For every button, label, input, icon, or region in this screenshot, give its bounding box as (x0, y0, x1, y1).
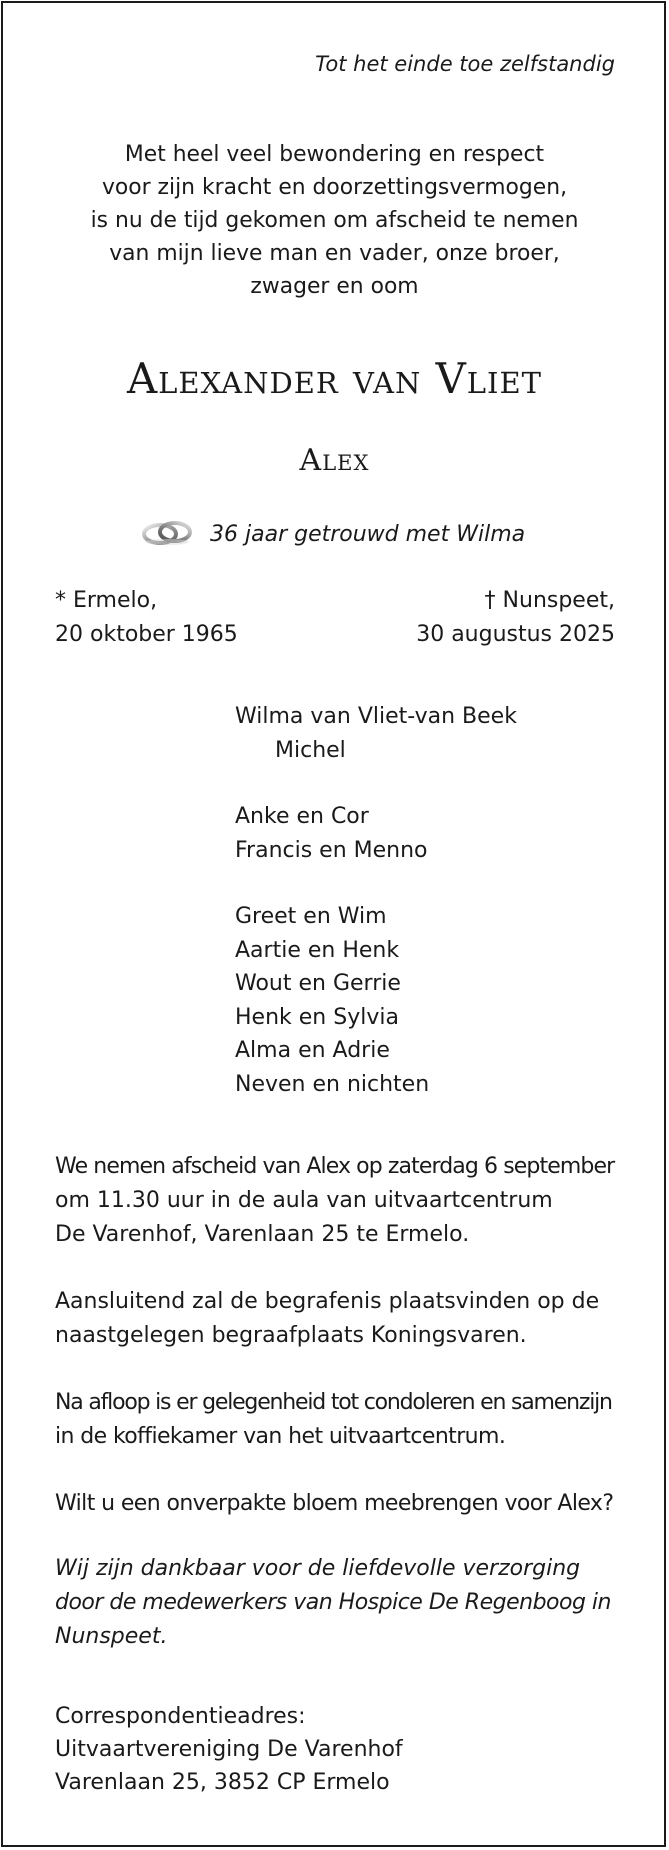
family-member: Anke en Cor (235, 804, 369, 829)
death-date: 30 augustus 2025 (416, 622, 615, 647)
condolence-paragraph (55, 1386, 614, 1454)
family-member: Henk en Sylvia (235, 1004, 399, 1030)
flower-request (55, 1487, 614, 1521)
paragraph-line: We nemen afscheid van Alex op zaterdag 6 september (55, 1154, 615, 1179)
burial-paragraph (55, 1285, 614, 1353)
intro-line: Met heel veel bewondering en respect (124, 142, 545, 167)
motto: Tot het einde toe zelfstandig (315, 52, 615, 76)
family-member: Neven en nichten (235, 1071, 430, 1097)
correspondence-address (55, 1700, 403, 1799)
paragraph-line: om 11.30 uur in de aula van uitvaartcentrum (55, 1188, 553, 1213)
intro-text (0, 138, 669, 303)
family-member: Francis en Menno (235, 837, 428, 863)
wedding-rings-icon (140, 517, 196, 551)
birth-date: 20 oktober 1965 (55, 622, 238, 647)
paragraph-line: door de medewerkers van Hospice De Regenboog in (55, 1590, 611, 1615)
family-member: Greet en Wim (235, 904, 387, 929)
family-member: Aartie en Henk (235, 937, 400, 963)
paragraph-line: in de koffiekamer van het uitvaartcentrum. (55, 1424, 506, 1449)
intro-line: zwager en oom (250, 274, 419, 299)
paragraph-line: De Varenhof, Varenlaan 25 te Ermelo. (55, 1222, 470, 1247)
death-place: † Nunspeet, (484, 588, 615, 613)
intro-line: voor zijn kracht en doorzettingsvermogen, (101, 175, 568, 200)
marriage-text: 36 jaar getrouwd met Wilma (210, 521, 526, 547)
ceremony-paragraph (55, 1150, 614, 1252)
paragraph-line: Nunspeet. (55, 1624, 168, 1649)
intro-line: van mijn lieve man en vader, onze broer, (109, 241, 560, 266)
deceased-name: Alexander van Vliet (126, 354, 543, 403)
paragraph-line: Wilt u een onverpakte bloem meebrengen voor Alex? (55, 1491, 614, 1516)
correspondence-label: Correspondentieadres: (55, 1704, 306, 1729)
paragraph-line: Wij zijn dankbaar voor de liefdevolle verzorging (55, 1556, 581, 1581)
child-name: Michel (275, 737, 346, 763)
family-list (235, 700, 517, 1101)
death-info (416, 584, 615, 652)
correspondence-street: Varenlaan 25, 3852 CP Ermelo (55, 1770, 390, 1795)
paragraph-line: naastgelegen begraafplaats Koningsvaren. (55, 1323, 527, 1348)
paragraph-line: Aansluitend zal de begrafenis plaatsvinden op de (55, 1289, 600, 1314)
correspondence-org: Uitvaartvereniging De Varenhof (55, 1737, 403, 1762)
intro-line: is nu de tijd gekomen om afscheid te nemen (90, 208, 579, 233)
deceased-nickname: Alex (299, 443, 370, 478)
family-member: Wout en Gerrie (235, 971, 401, 996)
thanks-paragraph (55, 1552, 614, 1654)
marriage-line (140, 518, 525, 550)
spouse-name: Wilma van Vliet-van Beek (235, 704, 517, 729)
paragraph-line: Na afloop is er gelegenheid tot condoleren en samenzijn (55, 1390, 612, 1415)
birth-place: * Ermelo, (55, 588, 158, 613)
family-member: Alma en Adrie (235, 1038, 390, 1063)
birth-info (55, 584, 238, 652)
